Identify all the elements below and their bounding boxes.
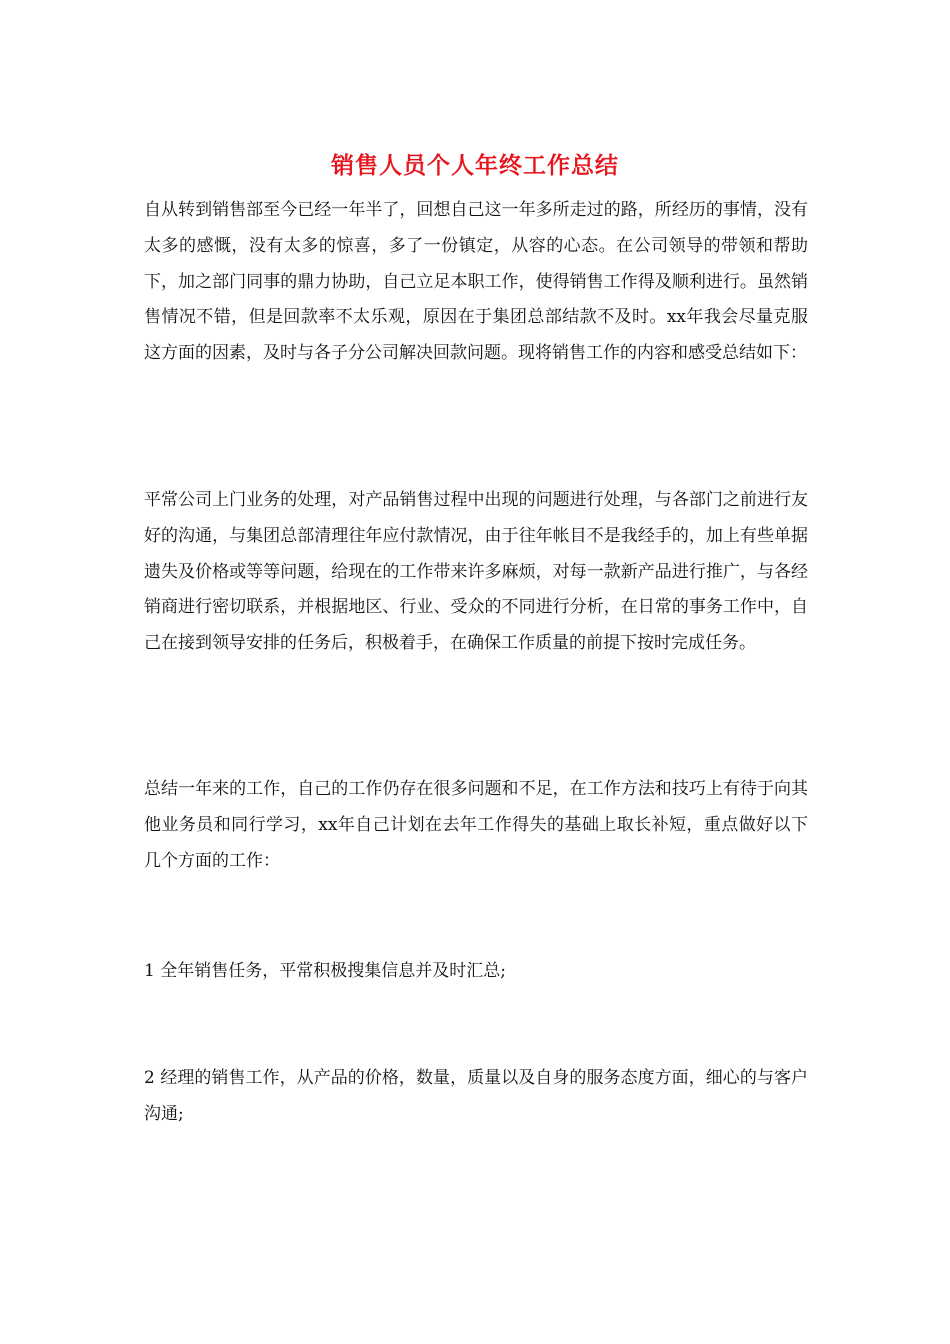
paragraph-daily-work: 平常公司上门业务的处理，对产品销售过程中出现的问题进行处理，与各部门之前进行友好的沟通，与集团总部清理往年应付款情况，由于往年帐目不是我经手的，加上有些单据遗失及价格或等等问题，给现在的工作带来许多麻烦，对每一款新产品进行推广，与各经销商进行密切联系，并根据地区、行业、受众的不同进行分析，在日常的事务工作中，自己在接到领导安排的任务后，积极着手，在确保工作质量的前提下按时完成任务。	[144, 490, 808, 654]
paragraph-summary: 总结一年来的工作，自己的工作仍存在很多问题和不足，在工作方法和技巧上有待于向其他业务员和同行学习，xx年自己计划在去年工作得失的基础上取长补短，重点做好以下几个方面的工作：	[144, 779, 808, 871]
document-title: 销售人员个人年终工作总结	[331, 153, 619, 179]
paragraph-item-1: 1 全年销售任务，平常积极搜集信息并及时汇总;	[144, 961, 506, 981]
paragraph-item-2: 2 经理的销售工作，从产品的价格，数量，质量以及自身的服务态度方面，细心的与客户沟通;	[144, 1068, 808, 1124]
paragraph-intro: 自从转到销售部至今已经一年半了，回想自己这一年多所走过的路，所经历的事情，没有太多的感慨，没有太多的惊喜，多了一份镇定，从容的心态。在公司领导的带领和帮助下，加之部门同事的鼎力协助，自己立足本职工作，使得销售工作得及顺利进行。虽然销售情况不错，但是回款率不太乐观，原因在于集团总部结款不及时。xx年我会尽量克服这方面的因素，及时与各子分公司解决回款问题。现将销售工作的内容和感受总结如下：	[144, 200, 808, 364]
